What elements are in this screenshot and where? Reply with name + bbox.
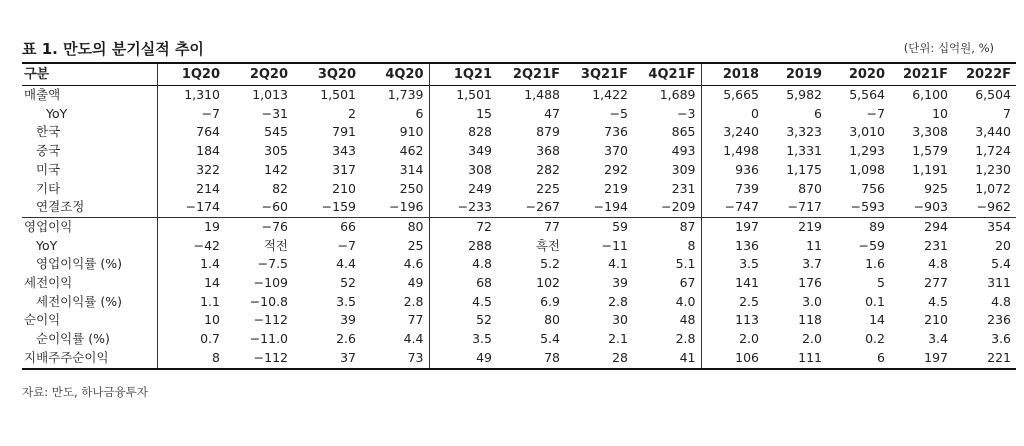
table-cell: 80	[361, 217, 429, 236]
table-cell: 311	[987, 275, 1011, 291]
row-label: 중국	[36, 143, 61, 159]
table-cell: 1,501	[429, 86, 497, 105]
table-cell: −59	[858, 237, 885, 253]
table-cell: 6,100	[912, 87, 948, 102]
table-cell: 106	[701, 349, 764, 369]
table-cell: 적전	[263, 237, 288, 253]
table-cell: 6	[814, 105, 822, 121]
table-cell: 6,504	[975, 87, 1011, 102]
table-cell: −7	[337, 237, 356, 253]
table-cell: 0.7	[157, 330, 225, 349]
table-cell: 52	[429, 311, 497, 330]
row-label: 한국	[36, 124, 61, 140]
table-cell: 4.6	[403, 256, 424, 272]
table-cell: 368	[536, 143, 560, 159]
table-cell: −593	[850, 199, 885, 215]
table-cell: 176	[798, 275, 822, 291]
table-cell: 462	[399, 143, 424, 159]
table-cell: 910	[399, 124, 424, 140]
table-cell: 2.8	[403, 293, 424, 309]
table-cell: 2.5	[701, 293, 764, 312]
table-cell: 0.1	[865, 293, 885, 309]
table-cell: 3.6	[991, 331, 1011, 347]
table-cell: 47	[544, 105, 560, 121]
table-cell: 1.1	[157, 293, 225, 312]
table-cell: 136	[701, 237, 764, 256]
table-cell: 25	[407, 237, 424, 253]
table-cell: 3,440	[975, 124, 1011, 140]
table-cell: 3,323	[786, 124, 822, 140]
row-label: 기타	[36, 180, 61, 196]
table-cell: 2.8	[608, 293, 628, 309]
table-cell: 925	[924, 180, 948, 196]
table-cell: 5,564	[849, 87, 885, 102]
table-cell: 294	[890, 217, 953, 236]
table-cell: 59	[565, 217, 633, 236]
table-row	[22, 255, 1016, 274]
table-row	[22, 123, 1016, 142]
table-cell: 865	[671, 124, 696, 140]
table-cell: 4.1	[608, 256, 628, 272]
table-cell: 277	[924, 275, 948, 291]
table-cell: 8	[687, 237, 696, 253]
table-cell: 305	[264, 143, 288, 159]
table-cell: 1,331	[786, 143, 822, 159]
table-cell: 210	[924, 312, 948, 328]
table-cell: 1,501	[320, 87, 356, 102]
table-cell: 52	[340, 275, 356, 291]
table-cell: 4.0	[675, 293, 696, 309]
table-cell: 20	[995, 237, 1011, 253]
table-cell: 48	[679, 312, 696, 328]
table-cell: 10	[157, 311, 225, 330]
table-title: 표 1. 만도의 분기실적 추이	[22, 40, 204, 58]
table-cell: 5.1	[675, 256, 696, 272]
table-cell: 80	[544, 312, 560, 328]
table-cell: 1,488	[524, 87, 560, 102]
table-cell: 15	[429, 105, 497, 124]
table-cell: 37	[340, 349, 356, 365]
table-cell: 1,175	[786, 161, 822, 177]
table-cell: 8	[157, 349, 225, 369]
table-cell: 2.0	[802, 331, 822, 347]
table-cell: 1,498	[701, 142, 764, 161]
table-cell: −31	[261, 105, 288, 121]
table-cell: 184	[157, 142, 225, 161]
table-cell: 219	[604, 180, 628, 196]
table-cell: −7.5	[257, 256, 288, 272]
row-label: 영업이익	[22, 217, 157, 236]
table-cell: −60	[261, 199, 288, 215]
quarterly-results-table	[22, 62, 1016, 370]
table-cell: 3.5	[429, 330, 497, 349]
table-cell: 343	[332, 143, 356, 159]
table-cell: 3,240	[701, 123, 764, 142]
table-cell: 2	[348, 105, 356, 121]
table-cell: 354	[953, 217, 1016, 236]
table-cell: 82	[272, 180, 288, 196]
table-cell: 219	[764, 217, 827, 236]
table-cell: 1,293	[849, 143, 885, 159]
table-cell: −903	[913, 199, 948, 215]
table-cell: 77	[407, 312, 424, 328]
table-cell: 292	[604, 161, 628, 177]
table-cell: 221	[987, 349, 1011, 365]
table-cell: −76	[225, 217, 293, 236]
table-cell: 739	[701, 180, 764, 199]
table-cell: 흑전	[535, 237, 560, 253]
table-cell: 7	[1003, 105, 1011, 121]
table-row	[22, 293, 1016, 312]
table-cell: 308	[429, 161, 497, 180]
table-cell: 113	[701, 311, 764, 330]
column-header: 1Q20	[157, 63, 225, 86]
table-cell: 214	[157, 180, 225, 199]
column-header: 2Q21F	[512, 67, 560, 82]
table-cell: 73	[407, 349, 424, 365]
table-cell: −109	[253, 275, 288, 291]
table-cell: −962	[976, 199, 1011, 215]
table-cell: 879	[536, 124, 560, 140]
table-cell: −159	[321, 199, 356, 215]
row-label: 세전이익률 (%)	[36, 293, 122, 309]
table-cell: −747	[701, 198, 764, 217]
table-cell: 870	[798, 180, 822, 196]
table-cell: −7	[157, 105, 225, 124]
table-row	[22, 349, 1016, 369]
table-row	[22, 161, 1016, 180]
table-cell: 197	[701, 217, 764, 236]
table-cell: 28	[612, 349, 628, 365]
table-cell: −196	[389, 199, 424, 215]
table-cell: 4.8	[991, 293, 1011, 309]
table-cell: 6	[877, 349, 885, 365]
table-row	[22, 180, 1016, 199]
table-row	[22, 142, 1016, 161]
table-cell: 11	[806, 237, 822, 253]
table-cell: 14	[157, 274, 225, 293]
table-cell: −5	[609, 105, 628, 121]
table-row	[22, 198, 1016, 217]
row-label: 매출액	[24, 87, 61, 102]
table-cell: 0	[701, 105, 764, 124]
table-cell: 493	[671, 143, 696, 159]
table-cell: 322	[157, 161, 225, 180]
column-header: 2Q20	[249, 67, 288, 82]
table-cell: −194	[593, 199, 628, 215]
row-label: 미국	[36, 161, 61, 177]
table-cell: 4.8	[429, 255, 497, 274]
table-row	[22, 330, 1016, 349]
table-cell: 3.5	[336, 293, 356, 309]
table-cell: −3	[677, 105, 696, 121]
table-cell: 5.4	[991, 256, 1011, 272]
table-cell: 3.5	[701, 255, 764, 274]
row-label: 순이익률 (%)	[36, 331, 110, 347]
table-cell: 1,579	[912, 143, 948, 159]
table-cell: 1,230	[975, 161, 1011, 177]
table-cell: 4.4	[336, 256, 356, 272]
source-note: 자료: 만도, 하나금융투자	[22, 385, 148, 399]
table-cell: 736	[604, 124, 628, 140]
table-cell: 89	[827, 217, 890, 236]
table-cell: −11	[601, 237, 628, 253]
table-cell: 936	[701, 161, 764, 180]
table-cell: 19	[157, 217, 225, 236]
table-cell: 225	[536, 180, 560, 196]
table-cell: 2.8	[675, 331, 696, 347]
table-cell: 78	[544, 349, 560, 365]
table-cell: 111	[798, 349, 822, 365]
table-cell: −209	[661, 199, 696, 215]
row-label: 영업이익률 (%)	[36, 256, 122, 272]
table-cell: 349	[429, 142, 497, 161]
table-cell: 1,689	[659, 87, 696, 102]
table-cell: 828	[429, 123, 497, 142]
table-cell: 6.9	[540, 293, 560, 309]
table-cell: 249	[429, 180, 497, 199]
table-cell: 210	[332, 180, 356, 196]
table-cell: 30	[612, 312, 628, 328]
table-cell: −42	[157, 237, 225, 256]
table-cell: 4.5	[429, 293, 497, 312]
table-cell: 72	[429, 217, 497, 236]
table-cell: 231	[924, 237, 948, 253]
table-cell: −11.0	[249, 331, 288, 347]
table-cell: 39	[612, 275, 628, 291]
table-cell: 1.4	[157, 255, 225, 274]
table-cell: 102	[536, 275, 560, 291]
table-cell: 5,982	[786, 87, 822, 102]
table-cell: 39	[340, 312, 356, 328]
row-label: 연결조정	[36, 199, 85, 215]
table-row	[22, 217, 1016, 236]
header-label: 구분	[24, 67, 50, 82]
table-cell: 118	[798, 312, 822, 328]
column-header: 3Q20	[317, 67, 356, 82]
table-cell: 282	[536, 161, 560, 177]
table-cell: 141	[701, 274, 764, 293]
column-header: 2021F	[902, 67, 948, 82]
table-cell: 1.6	[865, 256, 885, 272]
table-cell: 142	[264, 161, 288, 177]
table-cell: 370	[604, 143, 628, 159]
table-body	[22, 86, 1016, 369]
table-cell: 545	[264, 124, 288, 140]
table-cell: 49	[429, 349, 497, 369]
table-cell: 309	[671, 161, 696, 177]
table-cell: 288	[429, 237, 497, 256]
column-header: 2019	[785, 67, 822, 82]
column-header: 3Q21F	[580, 67, 628, 82]
table-cell: −10.8	[249, 293, 288, 309]
table-cell: 1,013	[252, 87, 288, 102]
table-cell: 1,724	[975, 143, 1011, 159]
table-row	[22, 237, 1016, 256]
table-row	[22, 311, 1016, 330]
table-cell: 3,308	[912, 124, 948, 140]
column-header: 1Q21	[429, 63, 497, 86]
column-header: 2018	[701, 63, 764, 86]
table-cell: 5.4	[540, 331, 560, 347]
unit-note: (단위: 십억원, %)	[903, 41, 994, 55]
table-cell: 10	[932, 105, 948, 121]
table-cell: 87	[633, 217, 701, 236]
table-cell: 1,310	[157, 86, 225, 105]
table-cell: 314	[399, 161, 424, 177]
table-cell: 77	[497, 217, 565, 236]
table-cell: 5	[877, 275, 885, 291]
table-cell: 5.2	[540, 256, 560, 272]
table-cell: 236	[987, 312, 1011, 328]
table-cell: 3.4	[928, 331, 948, 347]
table-cell: 3,010	[849, 124, 885, 140]
table-cell: 3.7	[802, 256, 822, 272]
table-cell: −112	[253, 312, 288, 328]
row-label: 순이익	[24, 312, 61, 328]
row-label: 지배주주순이익	[24, 349, 109, 365]
table-cell: 250	[399, 180, 424, 196]
table-cell: −717	[787, 199, 822, 215]
table-cell: 0.2	[865, 331, 885, 347]
table-cell: 1,098	[849, 161, 885, 177]
table-cell: 4.5	[928, 293, 948, 309]
table-cell: 67	[679, 275, 696, 291]
table-cell: 317	[332, 161, 356, 177]
row-label: 세전이익	[24, 275, 73, 291]
column-header: 2020	[848, 67, 885, 82]
table-cell: 4.4	[403, 331, 424, 347]
table-cell: 41	[679, 349, 696, 365]
table-cell: 197	[924, 349, 948, 365]
table-cell: 3.0	[802, 293, 822, 309]
table-cell: 1,191	[912, 161, 948, 177]
table-row	[22, 274, 1016, 293]
table-row	[22, 86, 1016, 105]
table-row	[22, 105, 1016, 124]
table-cell: −7	[866, 105, 885, 121]
table-cell: 14	[869, 312, 885, 328]
table-cell: 756	[861, 180, 885, 196]
table-cell: 1,422	[592, 87, 628, 102]
table-cell: 68	[429, 274, 497, 293]
row-label: YoY	[46, 105, 68, 121]
table-cell: 6	[415, 105, 424, 121]
table-cell: 764	[157, 123, 225, 142]
table-cell: 791	[332, 124, 356, 140]
table-cell: 4.8	[928, 256, 948, 272]
table-cell: 2.1	[608, 331, 628, 347]
column-header: 4Q20	[385, 67, 424, 82]
table-cell: 1,072	[975, 180, 1011, 196]
table-cell: 49	[407, 275, 424, 291]
table-cell: 1,739	[387, 87, 424, 102]
table-cell: −233	[429, 198, 497, 217]
table-cell: 231	[671, 180, 696, 196]
table-cell: 2.6	[336, 331, 356, 347]
table-cell: 2.0	[701, 330, 764, 349]
table-cell: −267	[525, 199, 560, 215]
row-label: YoY	[36, 237, 58, 253]
table-cell: −174	[157, 198, 225, 217]
table-cell: −112	[253, 349, 288, 365]
column-header: 4Q21F	[648, 67, 696, 82]
header-row	[22, 63, 1016, 86]
table-cell: 5,665	[701, 86, 764, 105]
column-header: 2022F	[965, 67, 1011, 82]
table-cell: 66	[293, 217, 361, 236]
